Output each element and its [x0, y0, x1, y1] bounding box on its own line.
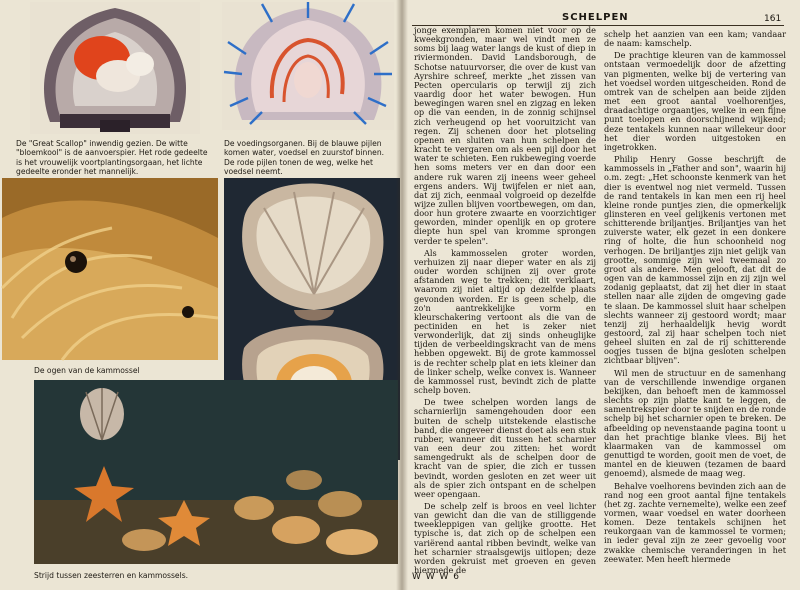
- starfish-battle-caption: Strijd tussen zeesterren en kammossels.: [34, 571, 189, 580]
- running-head: SCHELPEN: [562, 12, 629, 23]
- paragraph: De twee schelpen worden langs de scharnierlijn samengehouden door een buiten de schelp uitstekende elastische band, die ongeveer dienst doet als een stuk rubber, wanneer dit tussen het scharnier van een deur zou zitten: het wordt samengedrukt als de schelpen door de kracht van de spier, die zich er tussen bevindt, worden gesloten en zet weer uit als de spier zich ontspant en de schelpen weer opengaan.: [414, 397, 596, 499]
- great-scallop-caption: De "Great Scallop" inwendig gezien. De witte "bloemkool" is de aanvoerspier. Het rode gedeelte is het vrouwelijk voortplantingsorgaan, het lichte gedeelte eronder het mannelijk.: [16, 139, 208, 177]
- paragraph: Philip Henry Gosse beschrijft de kammossels in „Father and son", waarin hij o.m. zegt: „Het schoonste kenmerk van het dier is eventwel nog niet vermeld. Tussen de rand tentakels in kan men een rij heel kleine ronde puntjes zien, die opmerkelijk glinsteren en veel gelijkenis vertonen met schitterende briljantjes. Briljantjes van het zuiverste water, elk gezet in een donkere ring of holte, die hun schoonheid nog verhogen. De briljantjes zijn niet gelijk van grootte, sommige zijn wel tweemaal zo groot als andere. Men gelooft, dat dit de ogen van de kammossel zijn en zij zijn wel zodanig geplaatst, dat zij het dier in staat stellen naar alle zijden de omgeving gade te slaan. De kammossel sluit haar schelpen slechts wanneer zij gestoord wordt; maar tenzij zij herhaaldelijk hevig wordt gestoord, zal zij haar schelpen toch niet geheel sluiten en zal de rij schitterende oogjes tussen de bijna gesloten schelpen zichtbaar blijven".: [604, 154, 786, 366]
- feeding-organs-illustration: [222, 2, 394, 130]
- signature-mark: W W W 6: [412, 572, 461, 582]
- page-number: 161: [764, 14, 782, 24]
- paragraph: schelp het aanzien van een kam; vandaar de naam: kamschelp.: [604, 29, 786, 49]
- paragraph: Wil men de structuur en de samenhang van de verschillende inwendige organen bekijken, dan behoeft men de kammossel slechts op zijn platte kant te leggen, de samentrekspier door te snijden en de ronde schelp bij het scharnier open te breken. De afbeelding op nevenstaande pagina toont u dan het prachtige blanke vlees. Bij het klaarmaken van de kammossel om genuttigd te worden, gooit men de voet, de mantel en de kieuwen (tezamen de baard genoemd), alsmede de maag weg.: [604, 367, 786, 479]
- text-column-right: [604, 30, 786, 585]
- starfish-battle-illustration: [34, 380, 398, 564]
- scallop-eyes-illustration: [2, 178, 218, 360]
- great-scallop-illustration: [30, 2, 200, 134]
- paragraph: Behalve voelhorens bevinden zich aan de rand nog een groot aantal fijne tentakels (het zg. zachte vernemelte), welke een zeef vormen, waar voedsel en water doorheen komen. Deze tentakels schijnen het reukorgaan van de kammossel te vormen; in ieder geval zijn ze zeer gevoelig voor zwakke chemische veranderingen in het zeewater. Men heeft hiermede: [604, 480, 786, 564]
- paragraph: Als kammosselen groter worden, verhuizen zij naar dieper water en als zij ouder worden schijnen zij over grote afstanden weg te trekken; dit verklaart, waarom zij niet altijd op dezelfde plaats gevonden worden. Er is geen schelp, die zo'n aantrekkelijke vorm en kleurschakering vertoont als die van de pectiniden en het is zeker niet verwonderlijk, dat zij sinds onheuglijke tijden de verbeeldingskracht van de mens hebben opgewekt. Bij de grote kammossel is de rechter schelp plat en iets kleiner dan de linker schelp, welke convex is. Wanneer de kammossel rust, bevindt zich de platte schelp boven.: [414, 247, 596, 396]
- paragraph: De prachtige kleuren van de kammossel ontstaan vermoedelijk door de afzetting van pigmenten, welke bij de vertering van het voedsel worden uitgescheiden. Rond de omtrek van de schelpen aan beide zijden met een groot aantal voelhorentjes, draadachtige orgaantjes, welke in een fijne punt toelopen en doorschijnend wijkend; deze tentakels kunnen naar willekeur door het dier worden uitgestoken en ingetrokken.: [604, 50, 786, 152]
- scallop-eyes-caption: De ogen van de kammossel: [34, 366, 140, 375]
- scallop-eyes-photo: [2, 178, 218, 360]
- feeding-organs-photo: [222, 2, 394, 130]
- book-gutter: [396, 0, 408, 590]
- great-scallop-photo: [30, 2, 200, 134]
- paragraph: De schelp zelf is broos en veel lichter van gewicht dan die van de stilliggende tweekleppigen van gelijke grootte. Het typische is, dat zich op de schelpen een variërend aantal ribben bevindt, welke van het scharnier straalsgewijs uitlopen; deze worden gekruist met groeven en geven hiermede de: [414, 500, 596, 576]
- text-column-middle: [414, 25, 596, 576]
- starfish-battle-photo: [34, 380, 398, 564]
- feeding-organs-caption: De voedingsorganen. Bij de blauwe pijlen komen water, voedsel en zuurstof binnen. De rode pijlen tonen de weg, welke het voedsel neemt.: [224, 139, 385, 177]
- paragraph: jonge exemplaren komen niet voor op de kweekgronden, maar wel vindt men ze soms bij laag water langs de kust of diep in riviermonden. David Landsborough, de Schotse natuurvorser, die over de kust van Ayrshire schreef, merkte „het zissen van Pecten opercularis op terwijl zij zich vaardig door het water bewogen. Hun bewegingen waren snel en zigzag en leken op die van eenden, in de zonnig schijnsel zich verheugend op het vooruitzicht van regen. Zij schenen door het plotseling openen en sluiten van hun schelpen de kracht te vergaren om als een pijl door het water te schieten. Een rukbeweging voerde hen soms meters ver en dan door een andere ruk waren zij ineens weer geheel ergens anders. Wij twijfelen er niet aan, dat zij zich, eenmaal volgroeid op dezelfde wijze zullen blijven voortbewegen, om dan, door hun grotere zwaarte en voorzichtiger geworden, minder openlijk en op grotere diepte hun spel van kromme sprongen verder te spelen".: [414, 25, 596, 246]
